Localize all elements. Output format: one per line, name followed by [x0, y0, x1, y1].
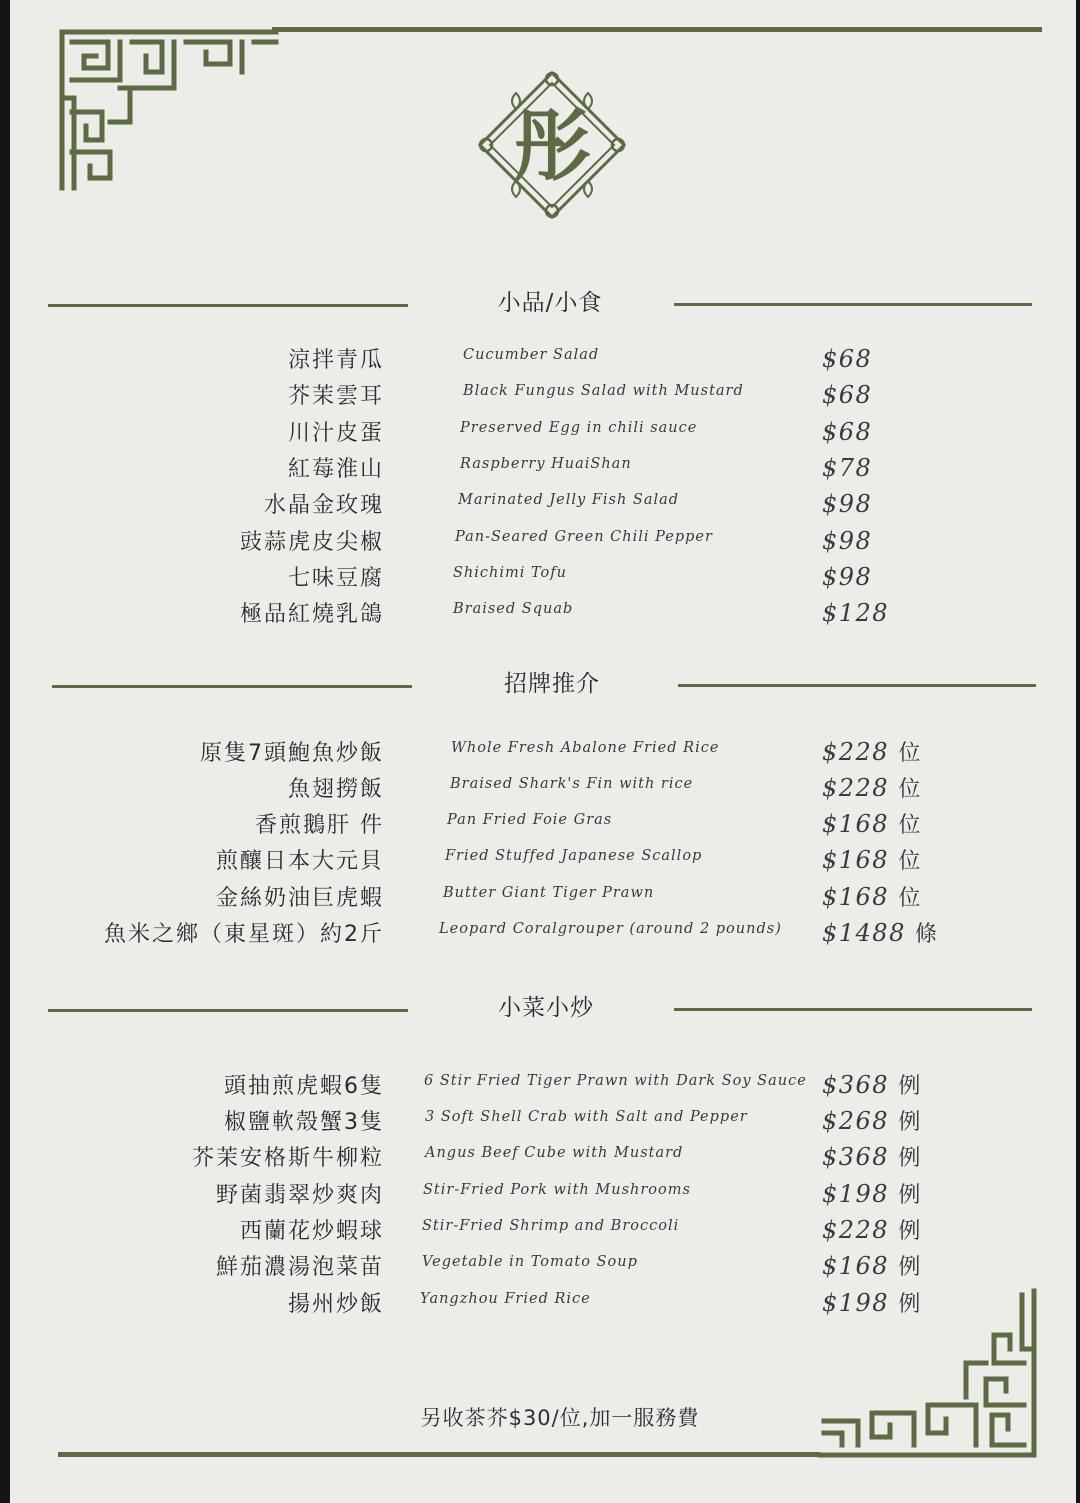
menu-item-price: $168 — [822, 846, 890, 874]
top-left-fret-ornament — [50, 28, 285, 196]
menu-item-unit: 位 — [898, 813, 921, 838]
menu-item-english-name: Pan-Seared Green Chili Pepper — [455, 529, 713, 545]
menu-item-chinese-name: 七味豆腐 — [287, 566, 384, 591]
section-rule-right — [678, 684, 1036, 687]
menu-item-price: $198 — [822, 1180, 890, 1208]
menu-item-chinese-name: 極品紅燒乳鴿 — [239, 602, 384, 627]
menu-item-english-name: Whole Fresh Abalone Fried Rice — [451, 740, 720, 756]
menu-item-price: $68 — [822, 381, 873, 409]
menu-item-unit: 例 — [898, 1219, 921, 1244]
menu-item-english-name: 3 Soft Shell Crab with Salt and Pepper — [425, 1109, 748, 1125]
menu-item-chinese-name: 香煎鵝肝 件 — [255, 813, 384, 838]
menu-item-english-name: Leopard Coralgrouper (around 2 pounds) — [439, 921, 782, 937]
section-rule-right — [674, 1008, 1032, 1011]
section-title: 小菜小炒 — [498, 995, 594, 1021]
menu-item-price: $1488 — [822, 919, 906, 947]
section-rule-left — [52, 685, 412, 688]
menu-item-price: $168 — [822, 1252, 890, 1280]
menu-item-unit: 例 — [898, 1292, 921, 1317]
menu-item-chinese-name: 鮮茄濃湯泡菜苗 — [215, 1255, 384, 1280]
menu-item-chinese-name: 川汁皮蛋 — [287, 421, 384, 446]
menu-item-english-name: Yangzhou Fried Rice — [420, 1291, 591, 1307]
menu-item-unit: 例 — [898, 1183, 921, 1208]
menu-item-chinese-name: 豉蒜虎皮尖椒 — [239, 530, 384, 555]
menu-item-english-name: 6 Stir Fried Tiger Prawn with Dark Soy Sauce — [424, 1073, 807, 1089]
menu-item-chinese-name: 金絲奶油巨虎蝦 — [215, 886, 384, 911]
menu-item-unit: 條 — [915, 922, 938, 947]
menu-item-english-name: Cucumber Salad — [463, 347, 600, 363]
section-title: 小品/小食 — [497, 290, 603, 316]
menu-item-english-name: Preserved Egg in chili sauce — [460, 420, 698, 436]
menu-item-price: $228 — [822, 738, 890, 766]
menu-item-english-name: Stir-Fried Pork with Mushrooms — [423, 1182, 691, 1198]
section-header — [10, 665, 1080, 705]
menu-item-price: $68 — [822, 345, 873, 373]
menu-item-english-name: Pan Fried Foie Gras — [447, 812, 613, 828]
menu-item-unit: 例 — [898, 1074, 921, 1099]
menu-item-english-name: Shichimi Tofu — [453, 565, 567, 581]
menu-item-chinese-name: 野菌翡翠炒爽肉 — [215, 1183, 384, 1208]
logo-glyph: 彤 — [512, 101, 592, 192]
section-rule-left — [48, 304, 408, 307]
menu-item-price: $168 — [822, 810, 890, 838]
bottom-border-rule — [58, 1452, 820, 1457]
menu-item-chinese-name: 涼拌青瓜 — [287, 348, 384, 373]
menu-item-chinese-name: 煎釀日本大元貝 — [215, 849, 384, 874]
menu-item-chinese-name: 水晶金玫瑰 — [263, 493, 384, 518]
menu-item-english-name: Black Fungus Salad with Mustard — [463, 383, 744, 399]
menu-item-price: $98 — [822, 563, 873, 591]
menu-item-unit: 位 — [898, 849, 921, 874]
top-border-rule — [272, 27, 1042, 32]
menu-item-price: $198 — [822, 1289, 890, 1317]
menu-item-price: $68 — [822, 418, 873, 446]
menu-item-price: $228 — [822, 774, 890, 802]
menu-item-english-name: Braised Squab — [453, 601, 574, 617]
menu-item-price: $128 — [822, 599, 890, 627]
restaurant-logo — [472, 65, 632, 225]
menu-item-price: $368 — [822, 1143, 890, 1171]
menu-item-unit: 位 — [898, 741, 921, 766]
menu-item-unit: 例 — [898, 1255, 921, 1280]
menu-item-price: $98 — [822, 527, 873, 555]
menu-item-chinese-name: 西蘭花炒蝦球 — [239, 1219, 384, 1244]
section-rule-right — [674, 303, 1032, 306]
section-header — [10, 989, 1080, 1029]
menu-item-price: $98 — [822, 490, 873, 518]
menu-item-english-name: Raspberry HuaiShan — [460, 456, 632, 472]
menu-item-english-name: Vegetable in Tomato Soup — [422, 1254, 638, 1270]
section-title: 招牌推介 — [504, 671, 600, 697]
menu-item-price: $268 — [822, 1107, 890, 1135]
menu-item-price: $78 — [822, 454, 873, 482]
section-rule-left — [48, 1009, 408, 1012]
menu-item-english-name: Butter Giant Tiger Prawn — [443, 885, 655, 901]
menu-item-chinese-name: 魚翅撈飯 — [287, 777, 384, 802]
section-header — [10, 284, 1080, 324]
menu-item-chinese-name: 紅莓淮山 — [287, 457, 384, 482]
menu-item-chinese-name: 揚州炒飯 — [287, 1292, 384, 1317]
menu-item-price: $168 — [822, 883, 890, 911]
menu-item-chinese-name: 魚米之鄉（東星斑）約2斤 — [104, 922, 384, 947]
menu-item-price: $228 — [822, 1216, 890, 1244]
menu-item-unit: 例 — [898, 1146, 921, 1171]
menu-item-price: $368 — [822, 1071, 890, 1099]
menu-item-english-name: Marinated Jelly Fish Salad — [458, 492, 680, 508]
service-charge-note: 另收茶芥$30/位,加一服務費 — [420, 1406, 700, 1430]
menu-item-chinese-name: 芥茉安格斯牛柳粒 — [191, 1146, 384, 1171]
menu-item-unit: 例 — [898, 1110, 921, 1135]
menu-item-english-name: Braised Shark's Fin with rice — [450, 776, 694, 792]
menu-item-unit: 位 — [898, 886, 921, 911]
menu-item-chinese-name: 芥茉雲耳 — [287, 384, 384, 409]
menu-item-english-name: Stir-Fried Shrimp and Broccoli — [422, 1218, 680, 1234]
menu-item-english-name: Angus Beef Cube with Mustard — [425, 1145, 684, 1161]
menu-item-chinese-name: 原隻7頭鮑魚炒飯 — [200, 741, 384, 766]
menu-item-unit: 位 — [898, 777, 921, 802]
menu-item-english-name: Fried Stuffed Japanese Scallop — [445, 848, 703, 864]
menu-item-chinese-name: 椒鹽軟殼蟹3隻 — [224, 1110, 384, 1135]
menu-item-chinese-name: 頭抽煎虎蝦6隻 — [224, 1074, 384, 1099]
